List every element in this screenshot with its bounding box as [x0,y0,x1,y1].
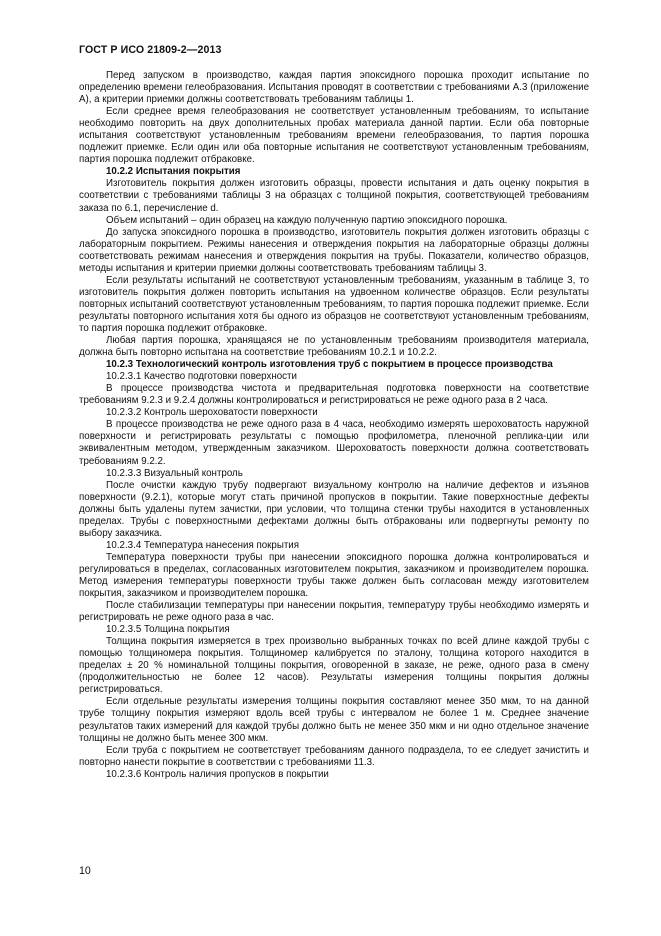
document-header: ГОСТ Р ИСО 21809-2—2013 [79,44,222,56]
subsection-heading-10-2-3-3: 10.2.3.3 Визуальный контроль [106,467,243,479]
paragraph-thickness-measure: Толщина покрытия измеряется в трех произвольно выбранных точках по всей длине каждой трубы с помощью толщиномера покрытия. Толщиномер калибруется по эталону, толщина которого находится в пределах ± 20 % номинальной толщины покрытия, оговоренной в заказе, не реже, одного раза в смену (продолжительностью не более 12 часов). Результаты измерения толщины покрытия должны регистрироваться. [79,636,589,696]
page-number: 10 [79,865,91,877]
paragraph-gel-time-retest: Если среднее время гелеобразования не соответствует установленным требованиям, то испытание необходимо повторить на двух дополнительных пробах материала данной партии. Если оба повторные испытания соответствуют установленным требованиям времени гелеобразования, то партия порошка подлежит приемке. Если один или оба повторные испытания не соответствуют установленным требованиям, партия порошка подлежит отбраковке. [79,106,589,166]
paragraph-recoat: Если труба с покрытием не соответствует требованиям данного подраздела, то ее следует зачистить и повторно нанести покрытие в соответствии с требованиями 11.3. [79,744,589,768]
paragraph-retest-double: Если результаты испытаний не соответствуют установленным требованиям, указанным в таблице 3, то изготовитель покрытия должен повторить испытания на удвоенном количестве образцов. Если результаты повторных испытаний соответствуют установленным требованиям, то партия порошка подлежит приемке. Если результаты повторного испытания хотя бы одного из образцов не соответствуют установленным требованиям, то партия порошка подлежит отбраковке. [79,274,589,334]
paragraph-surface-prep: В процессе производства чистота и предварительная подготовка поверхности на соответствие требованиям 9.2.3 и 9.2.4 должны контролироваться и регистрироваться не реже одного раза в 2 часа. [79,383,589,407]
paragraph-temperature: Температура поверхности трубы при нанесении эпоксидного порошка должна контролироваться и регулироваться в пределах, согласованных изготовителем покрытия, заказчиком и производителем порошка. Метод измерения температуры поверхности трубы также должен быть согласован между изготовителем покрытия, заказчиком и производителем порошка. [79,551,589,600]
subsection-heading-10-2-3-6: 10.2.3.6 Контроль наличия пропусков в покрытии [106,768,329,780]
paragraph-coating-samples: Изготовитель покрытия должен изготовить образцы, провести испытания и дать оценку покрытия в соответствии с требованиями таблицы 3 на образцах с толщиной покрытия, соответствующей требованиям заказа по 6.1, перечисление d. [79,178,589,214]
paragraph-visual-control: После очистки каждую трубу подвергают визуальному контролю на наличие дефектов и изъянов поверхности (9.2.1), которые могут стать причиной пропусков в покрытии. Такие поверхностные дефекты должны быть удалены путем зачистки, при условии, что толщина стенки трубы находится в установленных пределах. Трубы с поверхностными дефектами должны быть отбракованы или подвергнуты ремонту по выбору заказчика. [79,479,589,539]
subsection-heading-10-2-3-4: 10.2.3.4 Температура нанесения покрытия [106,539,300,551]
subsection-heading-10-2-3-5: 10.2.3.5 Толщина покрытия [106,624,230,636]
paragraph-temperature-hourly: После стабилизации температуры при нанесении покрытия, температуру трубы необходимо измерять и регистрировать не реже одного раза в час. [79,600,589,624]
paragraph-test-volume: Объем испытаний – один образец на каждую полученную партию эпоксидного порошка. [106,214,508,226]
subsection-heading-10-2-3-2: 10.2.3.2 Контроль шероховатости поверхности [106,407,318,419]
paragraph-gel-time-test: Перед запуском в производство, каждая партия эпоксидного порошка проходит испытание по определению времени гелеобразования. Испытания проводят в соответствии с требованиями А.3 (приложение А), а критерии приемки должны соответствовать требованиям таблицы 1. [79,70,589,106]
subsection-heading-10-2-3-1: 10.2.3.1 Качество подготовки поверхности [106,371,297,383]
section-heading-10-2-2: 10.2.2 Испытания покрытия [106,166,241,178]
paragraph-storage-retest: Любая партия порошка, хранящаяся не по установленным требованиям производителя материала, должна быть повторно испытана на соответствие требованиям 10.2.1 и 10.2.2. [79,335,589,359]
paragraph-thickness-limits: Если отдельные результаты измерения толщины покрытия составляют менее 350 мкм, то на данной трубе толщину покрытия измеряют вдоль всей трубы с интервалом не более 1 м. Среднее значение результатов таких измерений для каждой трубы должно быть не менее 350 мкм и ни одно отдельное значение толщины не должно быть менее 300 мкм. [79,696,589,744]
paragraph-roughness: В процессе производства не реже одного раза в 4 часа, необходимо измерять шероховатость наружной поверхности и регистрировать результаты с помощью профилометра, пленочной реплика-ции или эквивалентным методом, утвержденным заказчиком. Шероховатость поверхности должна соответствовать требованиям 9.2.2. [79,419,589,467]
section-heading-10-2-3: 10.2.3 Технологический контроль изготовления труб с покрытием в процессе производства [106,359,553,371]
document-body [79,70,589,781]
paragraph-lab-coating: До запуска эпоксидного порошка в производство, изготовитель покрытия должен изготовить образцы с лабораторным покрытием. Режимы нанесения и отверждения покрытия на лабораторные образцы должны соответствовать режимам нанесения и отверждения покрытия на трубы. Показатели, количество образцов, методы испытания и критерии приемки должны соответствовать требованиям таблицы 3. [79,226,589,274]
